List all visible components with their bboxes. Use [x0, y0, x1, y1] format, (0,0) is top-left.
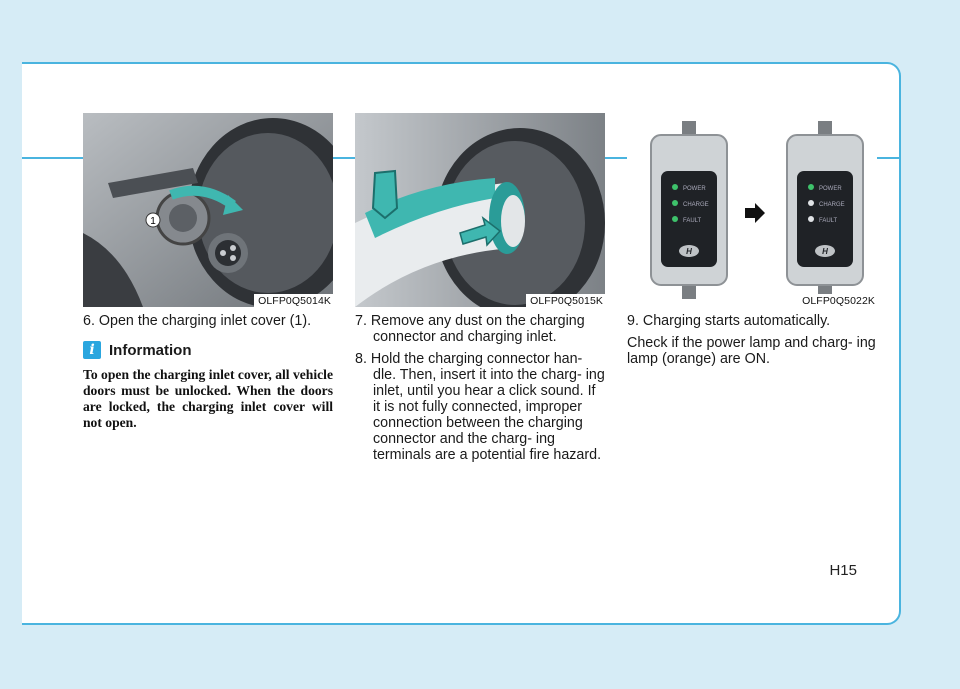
lamp-label-power: POWER [683, 186, 706, 192]
brand-logo: H [686, 247, 692, 256]
information-title: Information [109, 341, 192, 359]
column-steps-7-8 [355, 113, 605, 463]
figure-insert-connector [355, 113, 605, 307]
brand-logo: H [822, 247, 828, 256]
lamp-label-charge: CHARGE [683, 202, 709, 208]
step-9-text: 9. Charging starts automatically. [627, 313, 831, 329]
lamp-label-power: POWER [819, 186, 842, 192]
figure-charging-inlet-cover [83, 113, 333, 307]
charger-lamps-illustration [627, 113, 877, 307]
arrow-right-icon [745, 203, 765, 223]
column-step-6 [83, 113, 333, 431]
lamp-label-fault: FAULT [683, 218, 702, 224]
column-step-9 [627, 113, 877, 367]
figure-code: OLFP0Q5022K [798, 294, 877, 307]
lamp-label-charge: CHARGE [819, 202, 845, 208]
information-body: To open the charging inlet cover, all vehicle doors must be unlocked. When the doors are locked, the charging inlet cover will not open. [83, 367, 333, 430]
charger-unit-after [787, 121, 863, 299]
figure-code: OLFP0Q5015K [526, 294, 605, 307]
lamp-label-fault: FAULT [819, 218, 838, 224]
page-number: H15 [829, 562, 857, 579]
information-icon: i [83, 341, 101, 359]
connector-insert-illustration [355, 113, 605, 307]
step-6-text: 6. Open the charging inlet cover (1). [83, 313, 312, 329]
information-header [83, 341, 333, 359]
figure-charger-lamps [627, 113, 877, 307]
inlet-cover-illustration [83, 113, 333, 307]
step-8-text: 8. Hold the charging connector han- dle. Then, insert it into the charg- ing inlet, until you hear a click sound. If it is not fully connected, improper connection between the charging connector and the charg- ing terminals are a potential fire hazard. [355, 351, 605, 463]
step-7-text: 7. Remove any dust on the charging connector and charging inlet. [355, 313, 585, 345]
figure-code: OLFP0Q5014K [254, 294, 333, 307]
step-9-note: Check if the power lamp and charg- ing lamp (orange) are ON. [627, 335, 876, 367]
callout-1: 1 [150, 216, 156, 227]
charger-unit-before [651, 121, 727, 299]
